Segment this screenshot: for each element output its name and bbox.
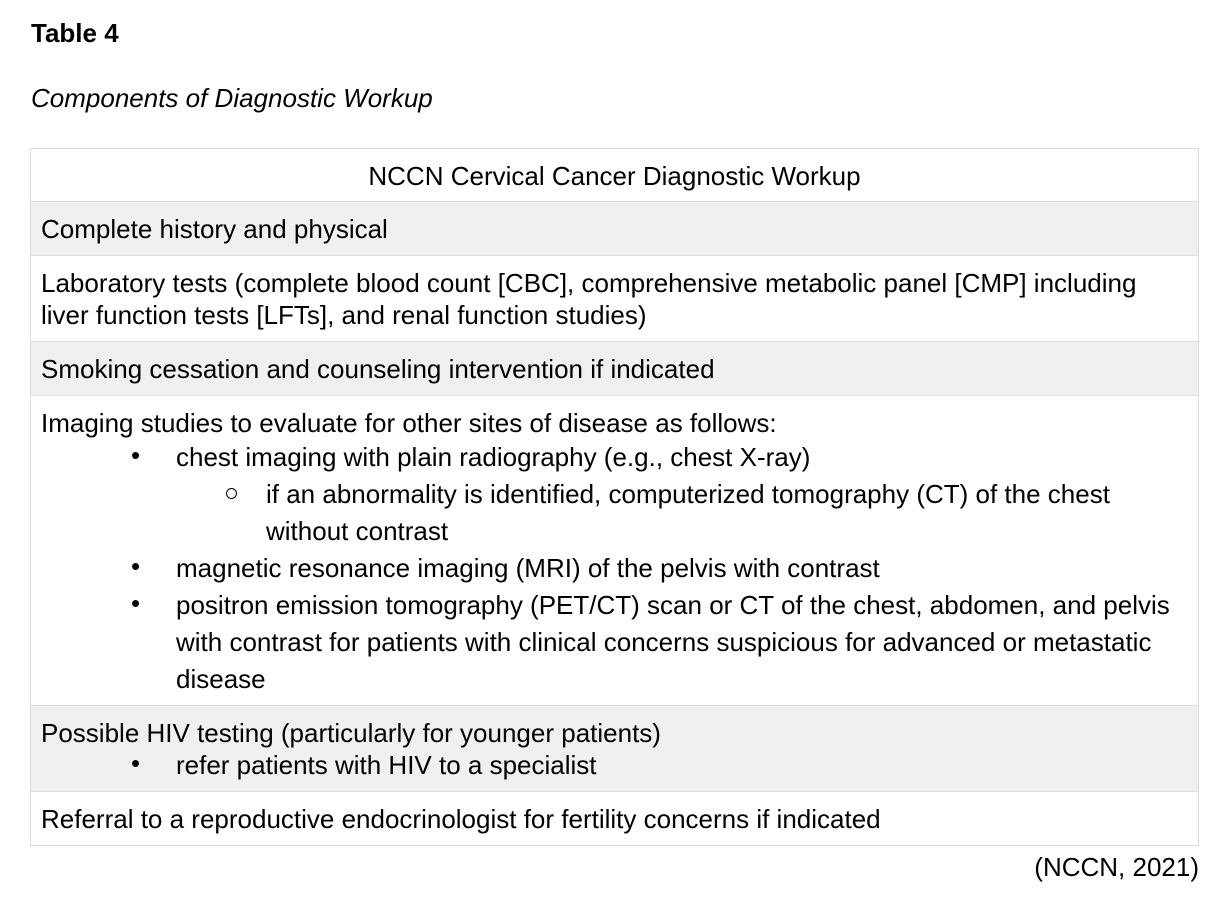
- imaging-item-mri: magnetic resonance imaging (MRI) of the pelvis with contrast: [176, 553, 880, 583]
- hiv-item-referral: refer patients with HIV to a specialist: [176, 750, 597, 780]
- table-row-history: [31, 202, 1199, 256]
- imaging-item-pet: positron emission tomography (PET/CT) scan or CT of the chest, abdomen, and pelvis with contrast for patients with clinical concerns suspicious for advanced or metastatic disease: [176, 590, 1170, 694]
- table-cell-hiv: [31, 706, 1199, 792]
- table-header-row: [31, 149, 1199, 202]
- source-citation: (NCCN, 2021): [1034, 852, 1199, 882]
- table-row-labs: [31, 256, 1199, 342]
- diagnostic-workup-table: [30, 148, 1199, 846]
- table-caption: Components of Diagnostic Workup: [31, 83, 433, 113]
- hiv-intro: Possible HIV testing (particularly for younger patients): [41, 718, 661, 748]
- table-cell-labs: Laboratory tests (complete blood count [CBC], comprehensive metabolic panel [CMP] including liver function tests [LFTs], and renal function studies): [31, 256, 1199, 342]
- table-cell-smoking: Smoking cessation and counseling intervention if indicated: [31, 342, 1199, 396]
- table-row-smoking: [31, 342, 1199, 396]
- list-item: [41, 749, 1188, 781]
- imaging-list: [41, 439, 1188, 698]
- table-cell-referral: Referral to a reproductive endocrinologist for fertility concerns if indicated: [31, 792, 1199, 846]
- table-header-cell: NCCN Cervical Cancer Diagnostic Workup: [31, 149, 1199, 202]
- imaging-sublist: [176, 476, 1188, 550]
- list-item: [176, 476, 1188, 550]
- imaging-subitem-ct: if an abnormality is identified, computerized tomography (CT) of the chest without contrast: [266, 479, 1110, 546]
- hiv-list: [41, 749, 1188, 781]
- table-row-referral: [31, 792, 1199, 846]
- imaging-item-chest: chest imaging with plain radiography (e.g., chest X-ray): [176, 442, 811, 472]
- table-cell-history: Complete history and physical: [31, 202, 1199, 256]
- table-number: Table 4: [31, 18, 119, 48]
- imaging-intro: Imaging studies to evaluate for other sites of disease as follows:: [41, 408, 777, 438]
- list-item: [41, 439, 1188, 550]
- table-row-hiv: [31, 706, 1199, 792]
- list-item: [41, 587, 1188, 698]
- table-cell-imaging: [31, 396, 1199, 706]
- list-item: [41, 550, 1188, 587]
- table-row-imaging: [31, 396, 1199, 706]
